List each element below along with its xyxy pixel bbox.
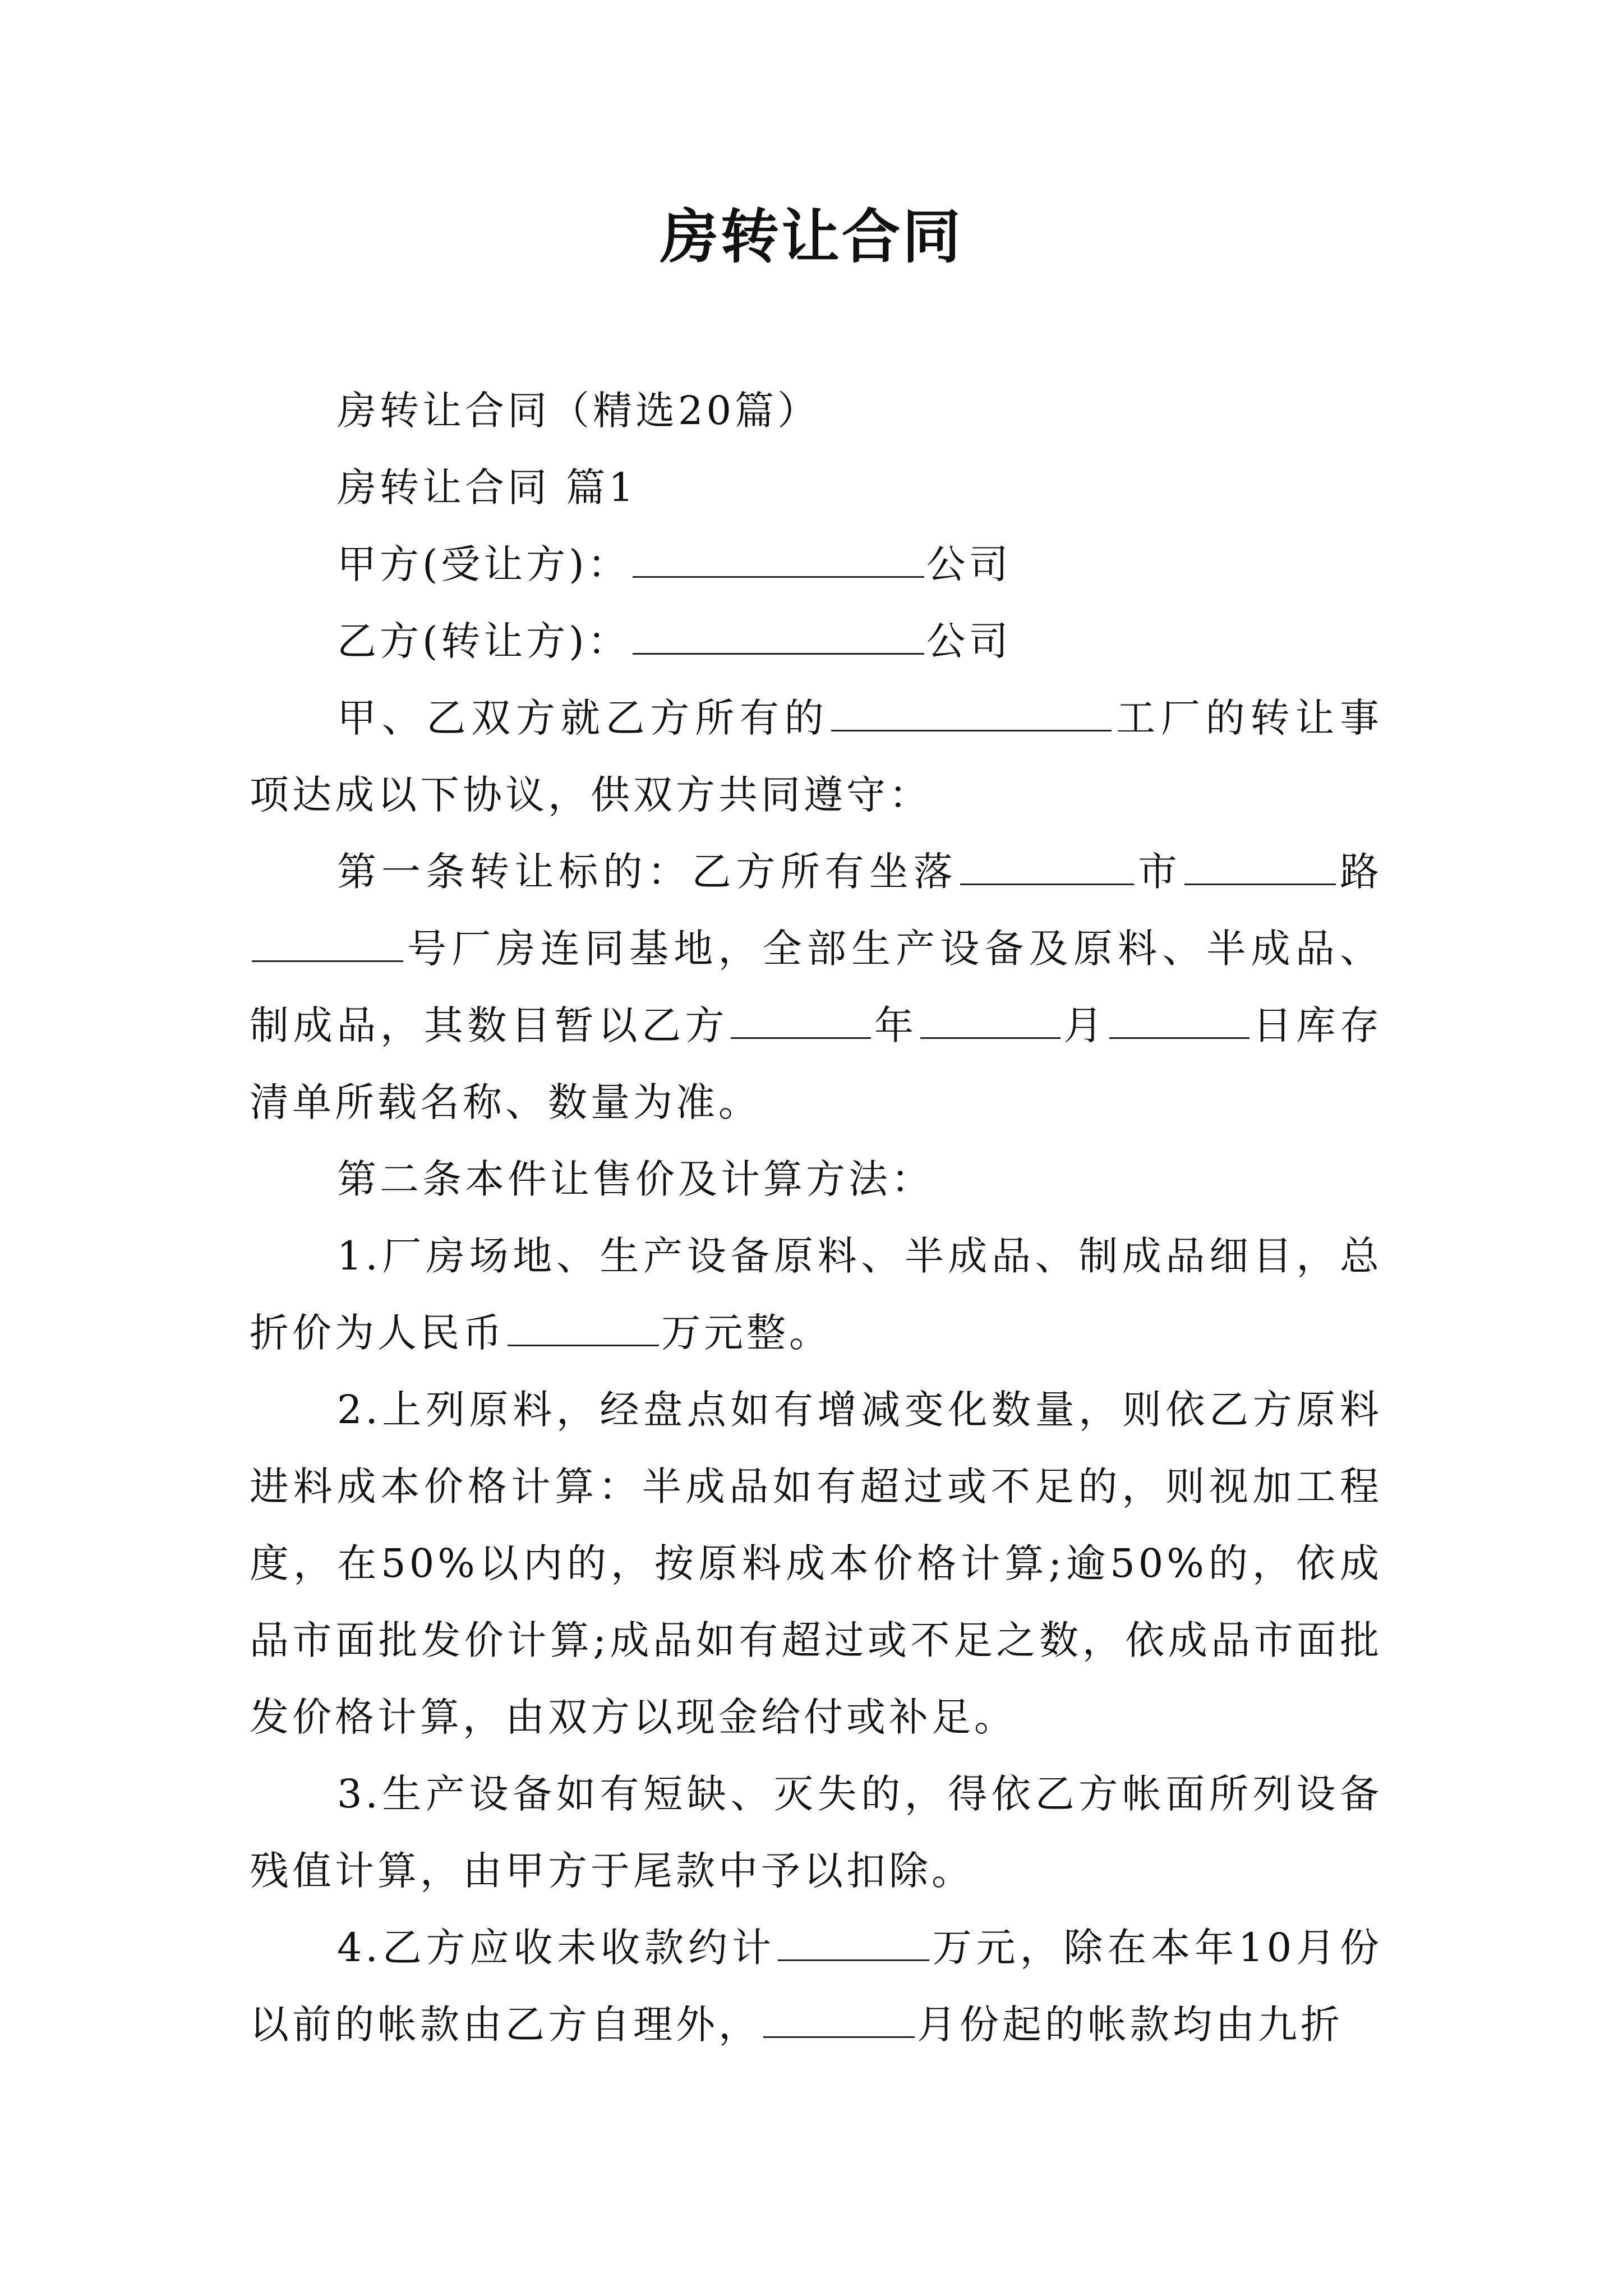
- item-3: 3.生产设备如有短缺、灭失的，得依乙方帐面所列设备残值计算，由甲方于尾款中予以扣除。: [250, 1771, 1382, 1894]
- section-heading: 房转让合同 篇1: [337, 464, 637, 510]
- document-body: [250, 372, 1382, 2063]
- party-b-line: 乙方(转让方)： 公司: [337, 618, 1012, 664]
- item-4: 4.乙方应收未收款约计 万元，除在本年10月份以前的帐款由乙方自理外， 月份起的帐款均由九折: [250, 1925, 1382, 2047]
- article-1: 第一条转让标的：乙方所有坐落 市 路号厂房连同基地，全部生产设备及原料、半成品、制成品，其数目暂以乙方 年 月 日库存清单所载名称、数量为准。: [250, 849, 1383, 1125]
- road-blank: [1184, 852, 1336, 885]
- price-blank: [508, 1313, 659, 1346]
- article-2-heading: 第二条本件让售价及计算方法：: [337, 1156, 934, 1202]
- intro-paragraph: 甲、乙双方就乙方所有的 工厂的转让事项达成以下协议，供双方共同遵守：: [250, 695, 1383, 818]
- item-2: 2.上列原料，经盘点如有增减变化数量，则依乙方原料进料成本价格计算：半成品如有超过或不足的，则视加工程度，在50%以内的，按原料成本价格计算;逾50%的，依成品市面批发价计算;成品如有超过或不足之数，依成品市面批发价格计算，由双方以现金给付或补足。: [250, 1387, 1382, 1740]
- month-start-blank: [763, 2005, 915, 2038]
- party-a-line: 甲方(受让方)： 公司: [337, 541, 1012, 587]
- factory-blank: [831, 698, 1112, 731]
- day-blank: [1109, 1006, 1249, 1039]
- item-1: 1.厂房场地、生产设备原料、半成品、制成品细目，总折价为人民币 万元整。: [250, 1233, 1382, 1356]
- city-blank: [960, 852, 1134, 885]
- receivable-blank: [778, 1928, 929, 1961]
- number-blank: [252, 929, 403, 962]
- month-blank: [920, 1006, 1061, 1039]
- party-b-blank: [633, 622, 924, 655]
- party-a-blank: [633, 545, 924, 578]
- subtitle: 房转让合同（精选20篇）: [337, 388, 820, 434]
- document-title: 房转让合同: [660, 202, 963, 271]
- year-blank: [731, 1006, 871, 1039]
